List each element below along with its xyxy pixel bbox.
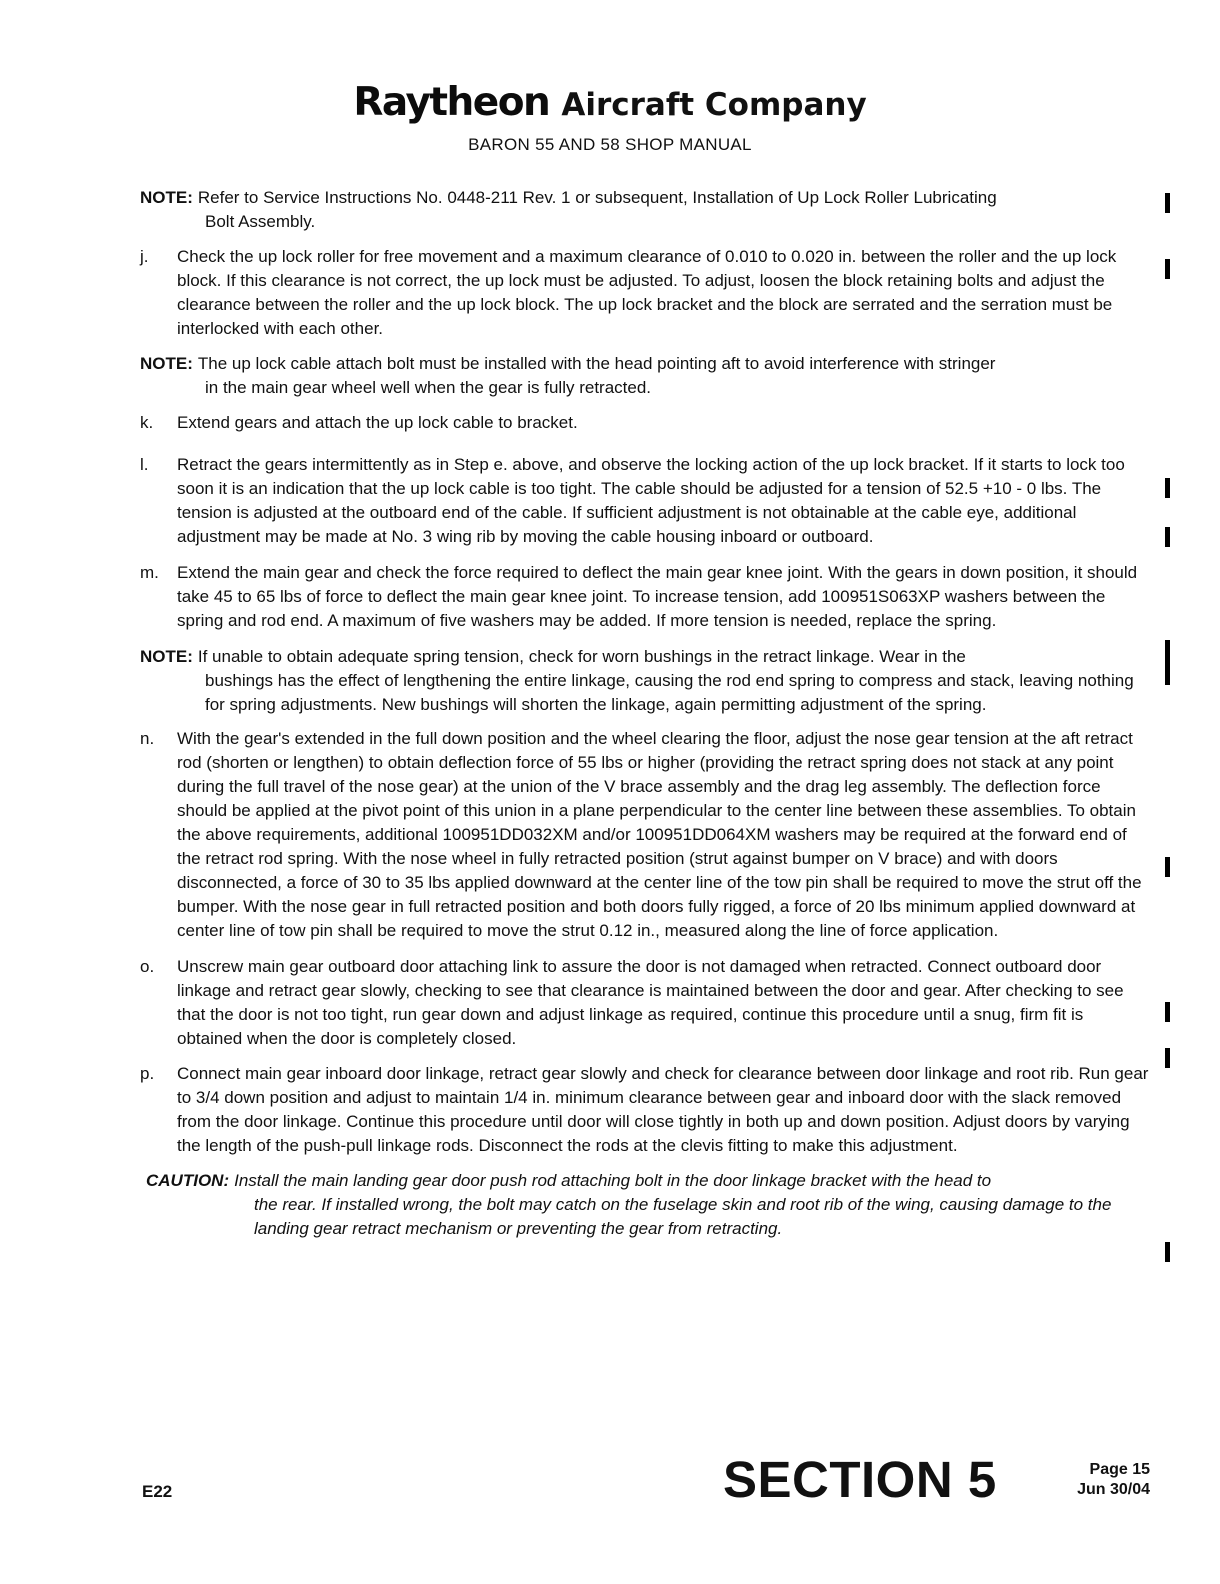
step-text: With the gear's extended in the full down position and the wheel clearing the floor, adjust the nose gear tension at the aft retract rod (shorten or lengthen) to obtain deflection force of 55 lbs or higher (providing the retract spring does not stack at any point during the full travel of the nose gear) at the union of the V brace assembly and the drag leg assembly. The deflection force should be applied at the pivot point of this union in a plane perpendicular to the center line between these assemblies. To obtain the above requirements, additional 100951DD032XM and/or 100951DD064XM washers may be required at the forward end of the retract rod spring. With the nose wheel in fully retracted position (strut against bumper on V brace) and with doors disconnected, a force of 30 to 35 lbs applied downward at the center line of the tow pin shall be required to move the strut off the bumper. With the nose gear in full retracted position and both doors fully rigged, a force of 20 lbs minimum applied downward at center line of tow pin shall be required to move the strut 0.12 in., measured along the line of force application. xyxy=(177,729,1142,940)
step-letter: o. xyxy=(140,957,155,976)
step-letter: n. xyxy=(140,729,155,748)
step-text: Check the up lock roller for free movement and a maximum clearance of 0.010 to 0.020 in. between the roller and the up lock block. If this clearance is not correct, the up lock must be adjusted. To adjust, loosen the block retaining bolts and adjust the clearance between the roller and the up lock block. The up lock bracket and the block are serrated and the serration must be interlocked with each other. xyxy=(177,247,1117,338)
step-text: Extend the main gear and check the force required to deflect the main gear knee joint. With the gears in down position, it should take 45 to 65 lbs of force to deflect the main gear knee joint. To increase tension, add 100951S063XP washers between the spring and rod end. A maximum of five washers may be added. If more tension is needed, replace the spring. xyxy=(177,563,1138,630)
note-cable-bolt xyxy=(140,352,1152,400)
revision-bar xyxy=(1165,527,1170,547)
note-label: NOTE: xyxy=(140,647,193,666)
step-m xyxy=(140,561,1152,633)
note-label: NOTE: xyxy=(140,354,193,373)
manual-title: BARON 55 AND 58 SHOP MANUAL xyxy=(468,135,752,154)
step-text: Retract the gears intermittently as in Step e. above, and observe the locking action of the up lock bracket. If it starts to lock too soon it is an indication that the up lock cable is too tight. The cable should be adjusted for a tension of 52.5 +10 - 0 lbs. The tension is adjusted at the outboard end of the cable. If sufficient adjustment is not obtainable at the cable eye, additional adjustment may be made at No. 3 wing rib by moving the cable housing inboard or outboard. xyxy=(177,455,1125,546)
step-n xyxy=(140,727,1152,943)
step-k xyxy=(140,411,1152,435)
page-header xyxy=(0,80,1220,155)
note-text: If unable to obtain adequate spring tension, check for worn bushings in the retract linkage. Wear in the xyxy=(197,647,966,666)
caution-text-continued: the rear. If installed wrong, the bolt may catch on the fuselage skin and root rib of the wing, causing damage to the landing gear retract mechanism or preventing the gear from retracting. xyxy=(254,1195,1112,1238)
revision-bar xyxy=(1165,1002,1170,1022)
caution-text: Install the main landing gear door push rod attaching bolt in the door linkage bracket with the head to xyxy=(234,1171,992,1190)
note-text-continued: Bolt Assembly. xyxy=(205,212,316,231)
note-text: The up lock cable attach bolt must be installed with the head pointing aft to avoid interference with stringer xyxy=(197,354,996,373)
note-text: Refer to Service Instructions No. 0448-211 Rev. 1 or subsequent, Installation of Up Lock Roller Lubricating xyxy=(197,188,997,207)
caution-door-push-rod xyxy=(146,1169,1152,1241)
company-name: Aircraft Company xyxy=(561,87,867,123)
brand-line xyxy=(353,80,866,125)
revision-bar xyxy=(1165,857,1170,877)
page-number: Page 15 xyxy=(1089,1461,1150,1478)
note-spring-tension xyxy=(140,645,1152,717)
step-text: Connect main gear inboard door linkage, retract gear slowly and check for clearance between door linkage and root rib. Run gear to 3/4 down position and adjust to maintain 1/4 in. minimum clearance between gear and inboard door with the slack removed from the door linkage. Continue this procedure until door will close tightly in both up and down position. Adjust doors by varying the length of the push-pull linkage rods. Disconnect the rods at the clevis fitting to make this adjustment. xyxy=(177,1064,1149,1155)
note-text-continued: bushings has the effect of lengthening the entire linkage, causing the rod end spring to compress and stack, leaving nothing for spring adjustments. New bushings will shorten the linkage, again permitting adjustment of the spring. xyxy=(205,671,1134,714)
page-info xyxy=(1058,1460,1150,1500)
note-service-instructions xyxy=(140,186,1152,234)
step-text: Extend gears and attach the up lock cable to bracket. xyxy=(177,413,578,432)
step-p xyxy=(140,1062,1152,1158)
step-j xyxy=(140,245,1152,341)
note-text-continued: in the main gear wheel well when the gear is fully retracted. xyxy=(205,378,652,397)
revision-date: Jun 30/04 xyxy=(1077,1481,1150,1498)
section-title: SECTION 5 xyxy=(723,1451,997,1508)
step-letter: m. xyxy=(140,563,159,582)
revision-bar xyxy=(1165,1242,1170,1262)
step-l xyxy=(140,453,1152,549)
page-content xyxy=(140,186,1152,1241)
step-o xyxy=(140,955,1152,1051)
revision-bar xyxy=(1165,640,1170,685)
raytheon-logo: Raytheon xyxy=(353,80,550,125)
caution-label: CAUTION: xyxy=(146,1171,230,1190)
step-text: Unscrew main gear outboard door attaching link to assure the door is not damaged when retracted. Connect outboard door linkage and retract gear slowly, checking to see that clearance is maintained between the door and gear. After checking to see that the door is not too tight, run gear down and adjust linkage as required, continue this procedure until a snug, firm fit is obtained when the door is completely closed. xyxy=(177,957,1124,1048)
step-letter: k. xyxy=(140,413,154,432)
step-letter: l. xyxy=(140,455,149,474)
revision-bar xyxy=(1165,193,1170,213)
note-label: NOTE: xyxy=(140,188,193,207)
step-letter: j. xyxy=(140,247,149,266)
document-code: E22 xyxy=(142,1482,173,1501)
step-letter: p. xyxy=(140,1064,155,1083)
revision-bar xyxy=(1165,259,1170,279)
revision-bar xyxy=(1165,1048,1170,1068)
revision-bar xyxy=(1165,478,1170,498)
